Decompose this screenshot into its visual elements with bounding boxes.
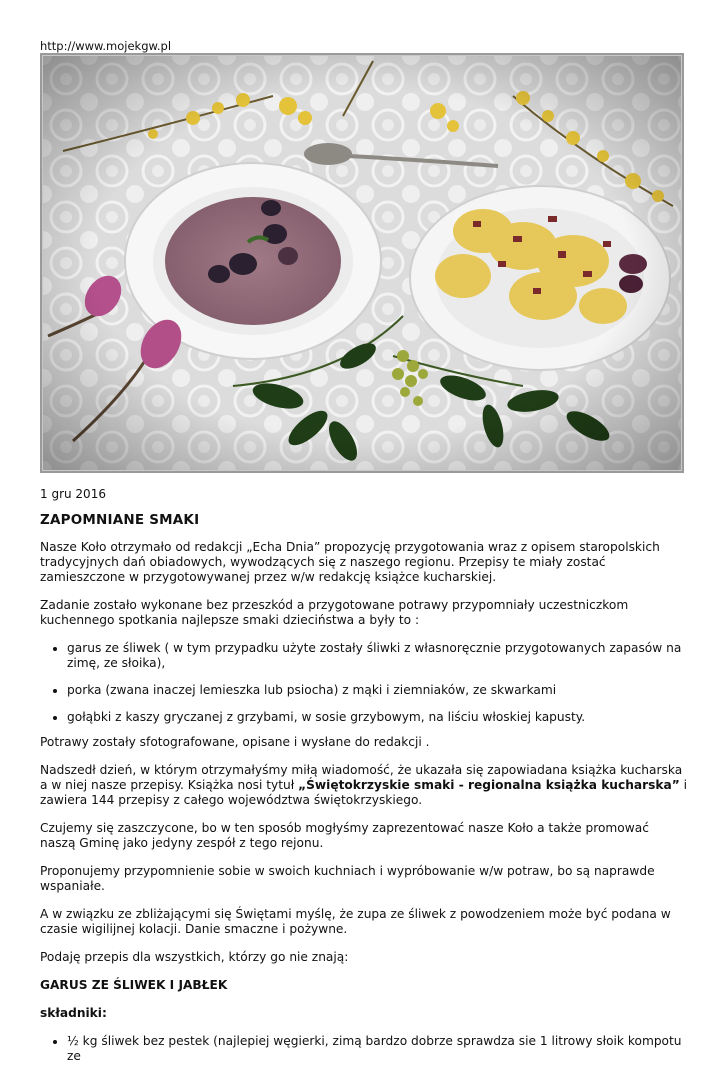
ingredients-list — [40, 1034, 688, 1064]
paragraph-try: Proponujemy przypomnienie sobie w swoich kuchniach i wypróbowanie w/w potraw, bo są naprawde wspaniałe. — [40, 864, 655, 893]
paragraph-intro: Nasze Koło otrzymało od redakcji „Echa Dnia” propozycję przygotowania wraz z opisem staropolskich tradycyjnych dań obiadowych, wywodzących się z naszego regionu. Przepisy te miały zostać zamieszczone w przygotowywanej przez w/w redakcję książce kucharskiej. — [40, 540, 660, 584]
dish-list — [40, 641, 688, 725]
site-url[interactable]: http://www.mojekgw.pl — [40, 39, 172, 53]
post-date: 1 gru 2016 — [40, 487, 106, 501]
paragraph-holiday: A w związku ze zbliżającymi się Świętami myślę, że zupa ze śliwek z powodzeniem może być podana w czasie wigilijnej kolacji. Danie smaczne i pożywne. — [40, 907, 671, 936]
book-title: „Świętokrzyskie smaki - regionalna książka kucharska” — [298, 778, 680, 792]
list-item: • garus ze śliwek ( w tym przypadku użyte zostały śliwki z własnoręcznie przygotowanych zapasów na zimę, ze słoika), — [67, 641, 688, 671]
paragraph-sent: Potrawy zostały sfotografowane, opisane i wysłane do redakcji . — [40, 735, 430, 749]
list-item: • porka (zwana inaczej lemieszka lub psiocha) z mąki i ziemniaków, ze skwarkami — [67, 683, 688, 698]
list-item: • ½ kg śliwek bez pestek (najlepiej węgierki, zimą bardzo dobrze sprawdza sie 1 litrowy słoik kompotu ze — [67, 1034, 688, 1064]
food-photo-illustration — [43, 56, 681, 470]
list-item: • gołąbki z kaszy gryczanej z grzybami, w sosie grzybowym, na liściu włoskiej kapusty. — [67, 710, 688, 725]
post-title: ZAPOMNIANE SMAKI — [40, 512, 200, 528]
recipe-title: GARUS ZE ŚLIWEK I JABŁEK — [40, 978, 228, 992]
paragraph-task: Zadanie zostało wykonane bez przeszkód a przygotowane potrawy przypomniały uczestniczkom kuchennego spotkania najlepsze smaki dzieciństwa a były to : — [40, 598, 629, 627]
article-photo — [40, 53, 684, 473]
book-text-start: Nadszedł dzień, w którym otrzymałyśmy miłą wiadomość, że ukazała się zapowiadana książka kucharska a w niej nasze przepisy. Książka nosi tytuł — [40, 763, 683, 792]
paragraph-honored: Czujemy się zaszczycone, bo w ten sposób mogłyśmy zaprezentować nasze Koło a także promować naszą Gminę jako jedyny zespół z tego rejonu. — [40, 821, 649, 850]
paragraph-recipe-intro: Podaję przepis dla wszystkich, którzy go nie znają: — [40, 950, 349, 964]
ingredients-label: składniki: — [40, 1006, 107, 1020]
post-body — [40, 540, 688, 1074]
book-text-end: i zawiera 144 przepisy z całego województwa świętokrzyskiego. — [40, 778, 687, 807]
paragraph-book — [40, 763, 688, 808]
